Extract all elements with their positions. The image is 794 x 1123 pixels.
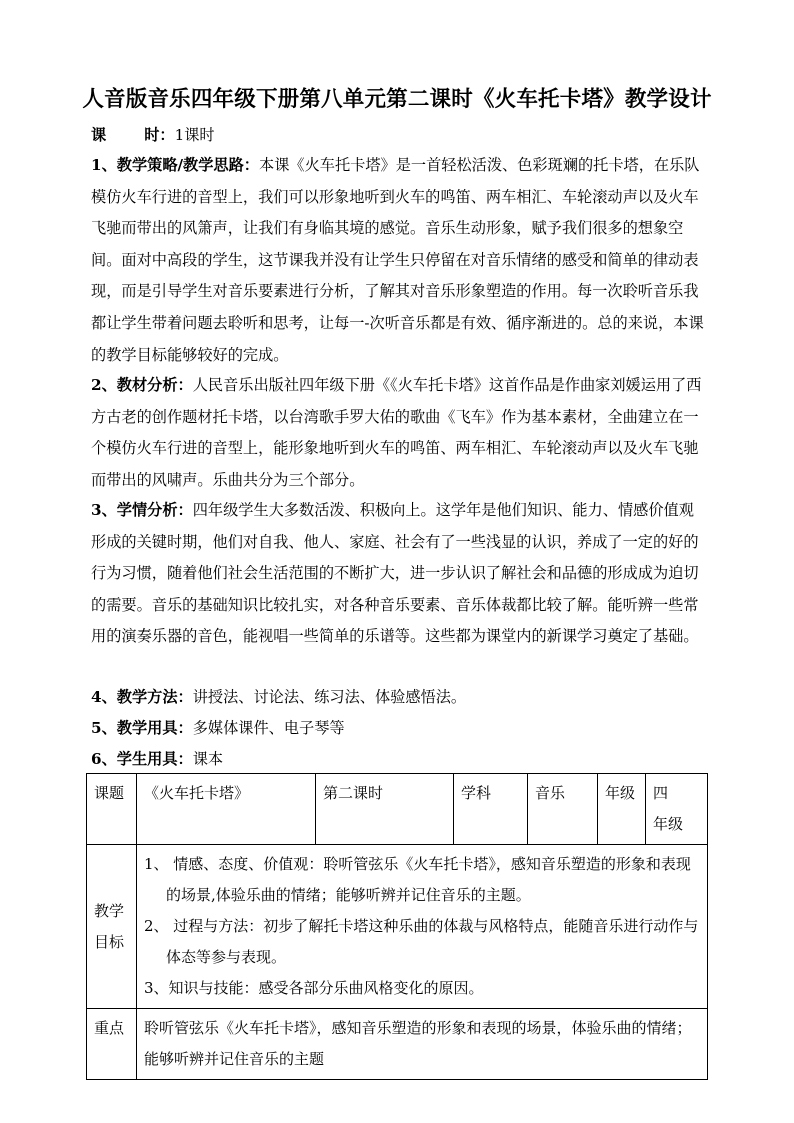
section-strategy: [91, 150, 709, 371]
cell-goals-label: 教学目标: [87, 845, 137, 1009]
lesson-plan-table: [86, 773, 708, 1080]
cell-key-label: 重点: [87, 1009, 137, 1080]
section-label: 5、教学用具：: [91, 719, 193, 737]
table-row: [87, 1009, 708, 1080]
section-text: 人民音乐出版社四年级下册《《火车托卡塔》这首作品是作曲家刘媛运用了西方古老的创作题材托卡塔，以台湾歌手罗大佑的歌曲《飞车》作为基本素材，全曲建立在一个模仿火车行进的音型上，能形象地听到火车的鸣笛、两车相汇、车轮滚动声以及火车飞驰而带出的风啸声。乐曲共分为三个部分。: [91, 376, 702, 489]
cell-topic-label: 课题: [87, 774, 137, 845]
section-text: 课本: [192, 750, 224, 768]
section-text: 多媒体课件、电子琴等: [192, 719, 345, 737]
table-row: [87, 845, 708, 1009]
class-hours-label-2: 时：: [144, 126, 175, 144]
class-hours: [91, 120, 709, 152]
goal-item: 1、 情感、态度、价值观：聆听管弦乐《火车托卡塔》，感知音乐塑造的形象和表现的场景,体验乐曲的情绪；能够听辨并记住音乐的主题。: [144, 855, 691, 904]
section-material-analysis: [91, 370, 709, 496]
cell-subject-value: 音乐: [528, 774, 598, 845]
cell-lesson-number: 第二课时: [316, 774, 454, 845]
document-title: 人音版音乐四年级下册第八单元第二课时《火车托卡塔》教学设计: [82, 87, 712, 112]
section-teaching-methods: [91, 682, 709, 714]
goal-item: 2、 过程与方法：初步了解托卡塔这种乐曲的体裁与风格特点，能随音乐进行动作与体态等参与表现。: [144, 917, 699, 966]
goal-item: 3、知识与技能：感受各部分乐曲风格变化的原因。: [144, 979, 484, 997]
class-hours-value: 1课时: [174, 126, 215, 144]
section-teaching-tools: [91, 713, 709, 745]
section-label: 4、教学方法：: [91, 688, 193, 706]
section-text: 四年级学生大多数活泼、积极向上。这学年是他们知识、能力、情感价值观形成的关键时期，他们对自我、他人、家庭、社会有了一些浅显的认识，养成了一定的好的行为习惯，随着他们社会生活范围的不断扩大，进一步认识了解社会和品德的形成成为迫切的需要。音乐的基础知识比较扎实，对各种音乐要素、音乐体裁都比较了解。能听辨一些常用的演奏乐器的音色，能视唱一些简单的乐谱等。这些都为课堂内的新课学习奠定了基础。: [91, 501, 699, 646]
section-text: 讲授法、讨论法、练习法、体验感悟法。: [192, 688, 467, 706]
section-student-analysis: [91, 495, 709, 653]
section-label: 6、学生用具：: [91, 750, 193, 768]
cell-goals: [137, 845, 708, 1009]
section-label: 1、教学策略/教学思路：: [91, 156, 259, 174]
section-label: 3、学情分析：: [91, 501, 193, 519]
class-hours-label-1: 课: [91, 126, 107, 144]
section-label: 2、教材分析：: [91, 376, 193, 394]
cell-grade-label: 年级: [598, 774, 646, 845]
cell-subject-label: 学科: [454, 774, 528, 845]
cell-grade-value: 四 年级: [646, 774, 708, 845]
cell-topic-value: 《火车托卡塔》: [137, 774, 316, 845]
table-row: [87, 774, 708, 845]
cell-key-text: 聆听管弦乐《火车托卡塔》，感知音乐塑造的形象和表现的场景，体验乐曲的情绪；能够听辨并记住音乐的主题: [137, 1009, 708, 1080]
section-student-tools: [91, 744, 709, 776]
section-text: 本课《火车托卡塔》是一首轻松活泼、色彩斑斓的托卡塔，在乐队模仿火车行进的音型上，我们可以形象地听到火车的鸣笛、两车相汇、车轮滚动声以及火车飞驰而带出的风箫声，让我们有身临其境的感觉。音乐生动形象，赋予我们很多的想象空间。面对中高段的学生，这节课我并没有让学生只停留在对音乐情绪的感受和简单的律动表现，而是引导学生对音乐要素进行分析，了解其对音乐形象塑造的作用。每一次聆听音乐我都让学生带着问题去聆听和思考，让每一-次听音乐都是有效、循序渐进的。总的来说，本课的教学目标能够较好的完成。: [91, 156, 704, 364]
